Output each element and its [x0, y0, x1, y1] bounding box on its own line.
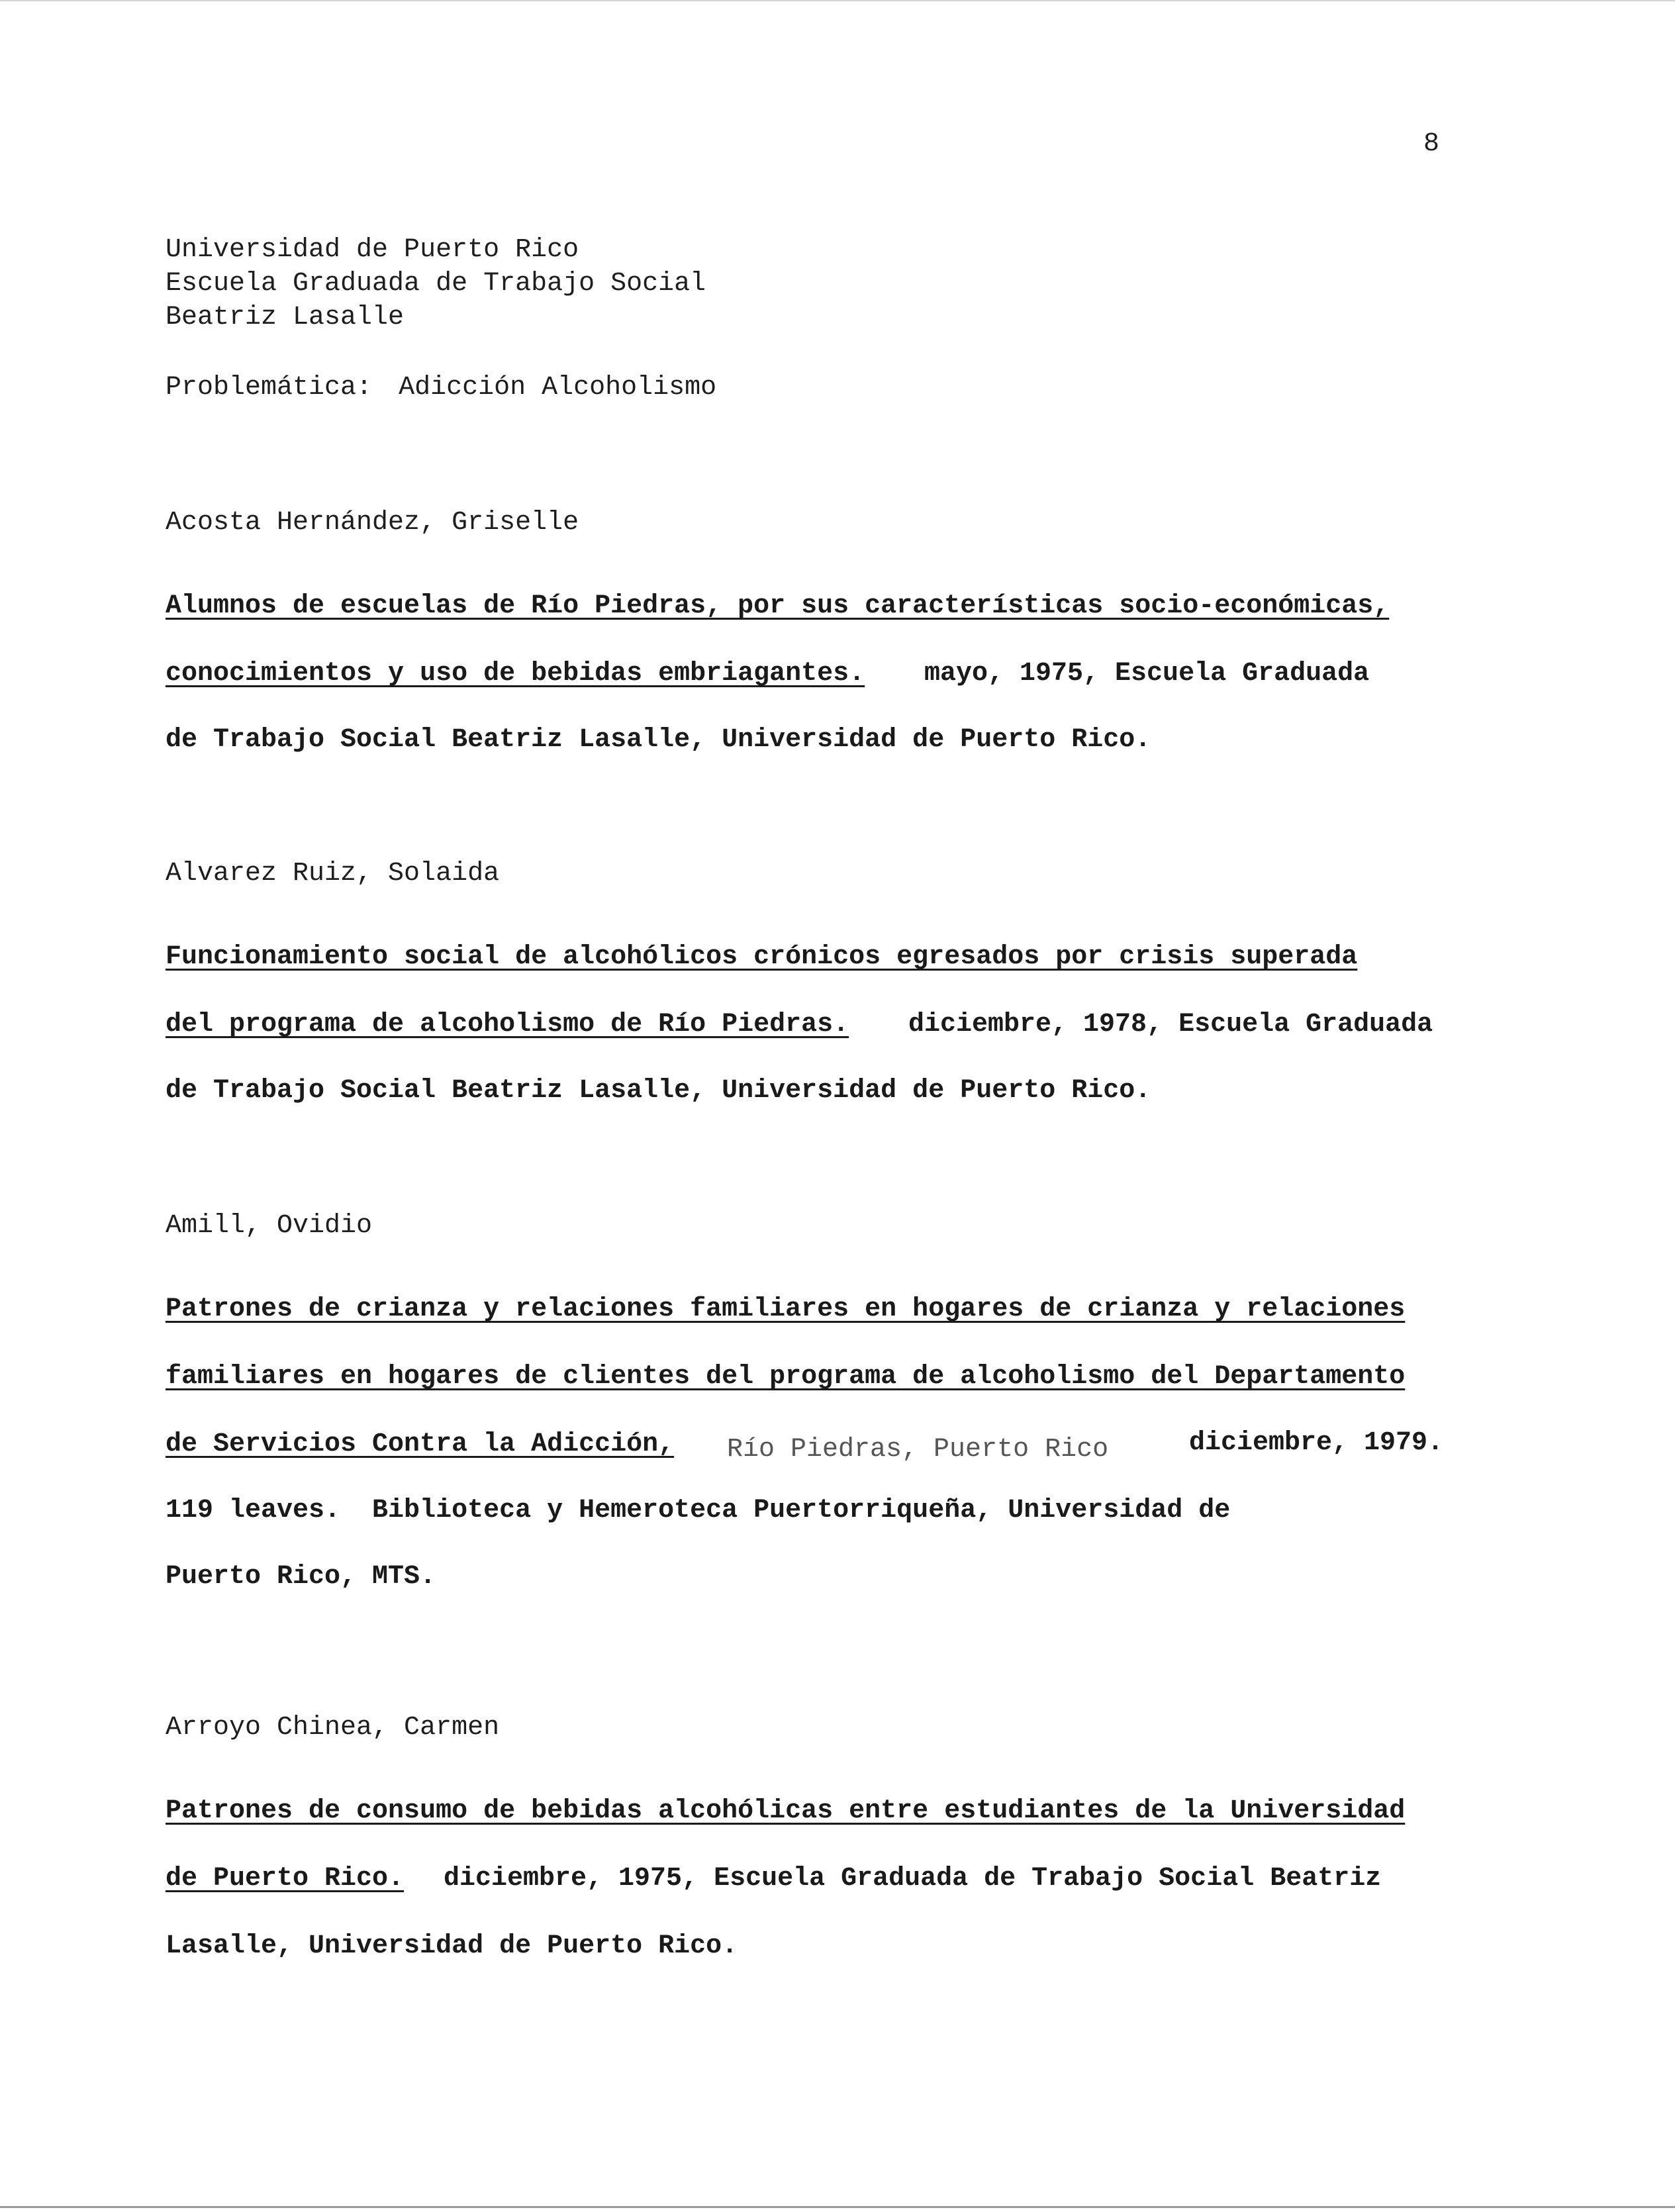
header-school: Escuela Graduada de Trabajo Social: [166, 269, 706, 299]
entry-title-line: Funcionamiento social de alcohólicos crónicos egresados por crisis superada: [166, 942, 1358, 972]
entry-title-line: de Puerto Rico.: [166, 1864, 405, 1894]
entry-title-line: de Servicios Contra la Adicción,: [166, 1429, 675, 1459]
entry-author: Alvarez Ruiz, Solaida: [166, 859, 500, 889]
entry-publication: 119 leaves. Biblioteca y Hemeroteca Puertorriqueña, Universidad de: [166, 1496, 1231, 1525]
problematica-label: Problemática:: [166, 373, 373, 403]
entry-title-line: Patrones de consumo de bebidas alcohólicas entre estudiantes de la Universidad: [166, 1796, 1406, 1826]
bottom-edge-line: [0, 2206, 1675, 2208]
entry-title-line: familiares en hogares de clientes del programa de alcoholismo del Departamento: [166, 1362, 1406, 1392]
entry-publication: diciembre, 1979.: [1189, 1428, 1444, 1458]
problematica-value: Adicción Alcoholismo: [399, 373, 717, 403]
entry-publication: diciembre, 1975, Escuela Graduada de Trabajo Social Beatriz: [444, 1864, 1382, 1894]
entry-title-line: Alumnos de escuelas de Río Piedras, por sus características socio-económicas,: [166, 591, 1390, 621]
entry-publication: Lasalle, Universidad de Puerto Rico.: [166, 1931, 738, 1961]
entry-publication: diciembre, 1978, Escuela Graduada: [908, 1010, 1433, 1039]
page-number: 8: [1423, 129, 1440, 159]
entry-author: Acosta Hernández, Griselle: [166, 508, 579, 538]
problematica-line: [166, 371, 716, 405]
header-name: Beatriz Lasalle: [166, 303, 405, 332]
entry-publication: de Trabajo Social Beatriz Lasalle, Universidad de Puerto Rico.: [166, 725, 1151, 755]
top-edge-line: [0, 0, 1675, 1]
entry-publication: Puerto Rico, MTS.: [166, 1562, 436, 1592]
entry-title-line: del programa de alcoholismo de Río Piedras.: [166, 1010, 849, 1039]
entry-publication: de Trabajo Social Beatriz Lasalle, Universidad de Puerto Rico.: [166, 1076, 1151, 1106]
entry-author: Arroyo Chinea, Carmen: [166, 1713, 500, 1743]
header-university: Universidad de Puerto Rico: [166, 235, 579, 265]
entry-publication: mayo, 1975, Escuela Graduada: [924, 659, 1370, 689]
institution-header: [166, 233, 706, 334]
entry-place: Río Piedras, Puerto Rico: [727, 1435, 1109, 1465]
entry-title-line: Patrones de crianza y relaciones familiares en hogares de crianza y relaciones: [166, 1294, 1406, 1324]
entry-author: Amill, Ovidio: [166, 1211, 373, 1241]
entry-title-line: conocimientos y uso de bebidas embriagantes.: [166, 659, 865, 689]
